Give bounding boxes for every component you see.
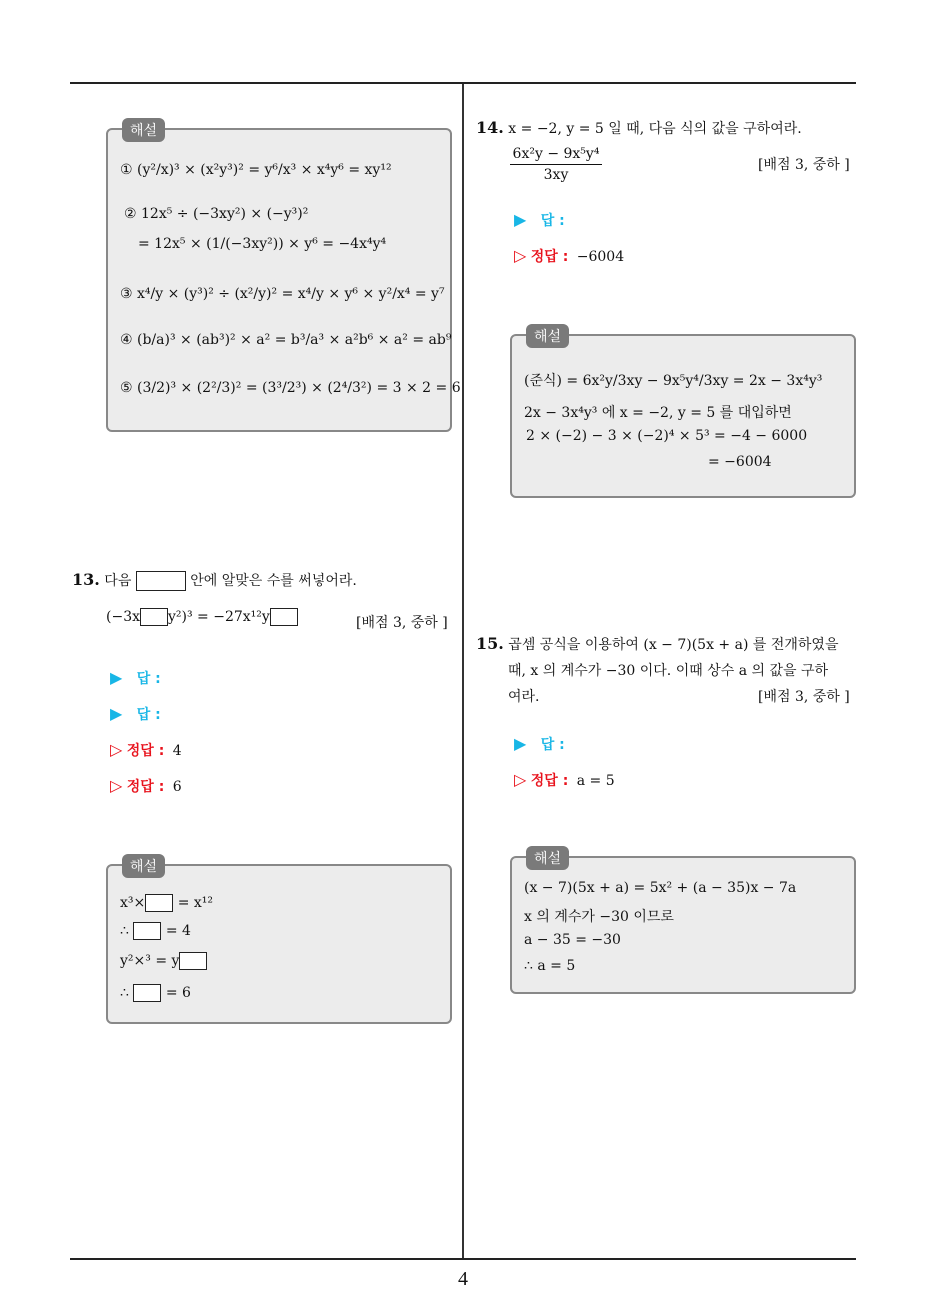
q13-expr-blank-1: [140, 608, 168, 626]
q15-text-1: 곱셈 공식을 이용하여 (x − 7)(5x + a) 를 전개하였을: [508, 637, 839, 653]
q13-answer-1[interactable]: [110, 668, 161, 688]
q13-explain-blank-2: [133, 922, 161, 940]
column-divider: [462, 84, 464, 1260]
explain-tag: 해설: [122, 854, 165, 878]
q15-answer[interactable]: [514, 734, 565, 754]
q14-explain-line-2: 2x − 3x⁴y³ 에 x = −2, y = 5 를 대입하면: [524, 405, 792, 421]
q13-explain-line-3: [120, 952, 207, 970]
explain-line-3: = 12x⁵ × (1/(−3xy²)) × y⁶ = −4x⁴y⁴: [138, 236, 387, 252]
explain-line-1: ① (y²/x)³ × (x²y³)² = y⁶/x³ × x⁴y⁶ = xy¹²: [120, 162, 392, 178]
explain-line-4: ③ x⁴/y × (y³)² ÷ (x²/y)² = x⁴/y × y⁶ × y²/x⁴ = y⁷: [120, 286, 445, 302]
solution-label: 정답 :: [530, 249, 569, 265]
outline-triangle-icon: ▷: [514, 246, 527, 265]
explain-tag: 해설: [526, 846, 569, 870]
q13-explain-3a: y²×³ = y: [120, 953, 180, 969]
q15-line-3: 여라.: [508, 689, 540, 705]
explain-box-q12: [106, 123, 461, 432]
q14-score: [배점 3, 중하 ]: [758, 157, 850, 173]
answer-label: 답 :: [136, 671, 161, 687]
solution-label: 정답 :: [530, 773, 569, 789]
page-number: 4: [458, 1268, 468, 1290]
q15-explain-line-3: a − 35 = −30: [524, 932, 621, 948]
explain-tag: 해설: [526, 324, 569, 348]
q13-explain-line-1: [120, 894, 213, 912]
fraction-bar: [510, 164, 602, 165]
q15-solution: [514, 770, 615, 790]
q13-text-after: 안에 알맞은 수를 써넣어라.: [190, 573, 357, 589]
q13-solution-1: [110, 740, 182, 760]
play-arrow-icon: ▶: [514, 734, 527, 753]
q13-answer-2[interactable]: [110, 704, 161, 724]
solution-value: a = 5: [576, 773, 615, 789]
outline-triangle-icon: ▷: [514, 770, 527, 789]
q13-explain-blank-4: [133, 984, 161, 1002]
q13-expr-a: (−3x: [106, 609, 140, 625]
q15-line-1: [476, 634, 838, 654]
outline-triangle-icon: ▷: [110, 740, 123, 759]
q14-answer[interactable]: [514, 210, 565, 230]
q13-score: [배점 3, 중하 ]: [356, 615, 448, 631]
q13-expr-blank-2: [270, 608, 298, 626]
q14-explain-line-4: = −6004: [708, 454, 772, 470]
explain-box-q15: [510, 851, 856, 994]
q14-explain-line-3: 2 × (−2) − 3 × (−2)⁴ × 5³ = −4 − 6000: [526, 428, 808, 444]
q15-score: [배점 3, 중하 ]: [758, 689, 850, 705]
q15-explain-line-2: x 의 계수가 −30 이므로: [524, 909, 674, 925]
explain-box-q14: [510, 329, 856, 498]
therefore-symbol: ∴: [120, 923, 129, 939]
q15-line-2: 때, x 의 계수가 −30 이다. 이때 상수 a 의 값을 구하: [508, 663, 829, 679]
q14-fraction: [510, 146, 602, 183]
q13-explain-1b: = x¹²: [177, 895, 214, 911]
therefore-symbol: ∴: [120, 985, 129, 1001]
q15-explain-line-4: ∴ a = 5: [524, 958, 576, 974]
q13-text-before: 다음: [104, 573, 132, 589]
solution-value: 6: [172, 779, 182, 795]
q14-prompt: [476, 118, 802, 138]
answer-label: 답 :: [136, 707, 161, 723]
q14-solution: [514, 246, 624, 266]
explain-line-6: ⑤ (3/2)³ × (2²/3)² = (3³/2³) × (2⁴/3²) = 3 × 2 = 6: [120, 380, 461, 396]
play-arrow-icon: ▶: [110, 704, 123, 723]
answer-label: 답 :: [540, 737, 565, 753]
q13-prompt: [72, 570, 357, 591]
q13-number: 13.: [72, 570, 100, 589]
q13-expression: [106, 608, 298, 626]
q13-explain-blank-3: [179, 952, 207, 970]
q14-text: x = −2, y = 5 일 때, 다음 식의 값을 구하여라.: [508, 121, 802, 137]
q13-solution-2: [110, 776, 182, 796]
explain-tag: 해설: [122, 118, 165, 142]
explain-line-5: ④ (b/a)³ × (ab³)² × a² = b³/a³ × a²b⁶ × a² = ab⁹: [120, 332, 452, 348]
outline-triangle-icon: ▷: [110, 776, 123, 795]
q13-explain-1a: x³×: [120, 895, 146, 911]
q13-expr-b: y²)³ = −27x¹²y: [168, 609, 270, 625]
q13-explain-2b: = 4: [165, 923, 191, 939]
q15-explain-line-1: (x − 7)(5x + a) = 5x² + (a − 35)x − 7a: [524, 880, 797, 896]
q14-number: 14.: [476, 118, 504, 137]
q13-explain-4b: = 6: [165, 985, 191, 1001]
q13-explain-blank-1: [145, 894, 173, 912]
q15-number: 15.: [476, 634, 504, 653]
solution-label: 정답 :: [126, 743, 165, 759]
q14-numerator: 6x²y − 9x⁵y⁴: [512, 146, 600, 162]
q13-blank: [136, 571, 186, 591]
play-arrow-icon: ▶: [110, 668, 123, 687]
q13-explain-line-2: [120, 922, 191, 940]
solution-value: −6004: [576, 249, 625, 265]
q14-explain-line-1: (준식) = 6x²y/3xy − 9x⁵y⁴/3xy = 2x − 3x⁴y³: [524, 373, 823, 389]
bottom-rule: [70, 1258, 856, 1260]
q13-explain-line-4: [120, 984, 191, 1002]
play-arrow-icon: ▶: [514, 210, 527, 229]
solution-label: 정답 :: [126, 779, 165, 795]
explain-line-2: ② 12x⁵ ÷ (−3xy²) × (−y³)²: [124, 206, 309, 222]
explain-box-q13: [106, 859, 452, 1024]
q14-denominator: 3xy: [543, 167, 569, 183]
answer-label: 답 :: [540, 213, 565, 229]
solution-value: 4: [172, 743, 182, 759]
